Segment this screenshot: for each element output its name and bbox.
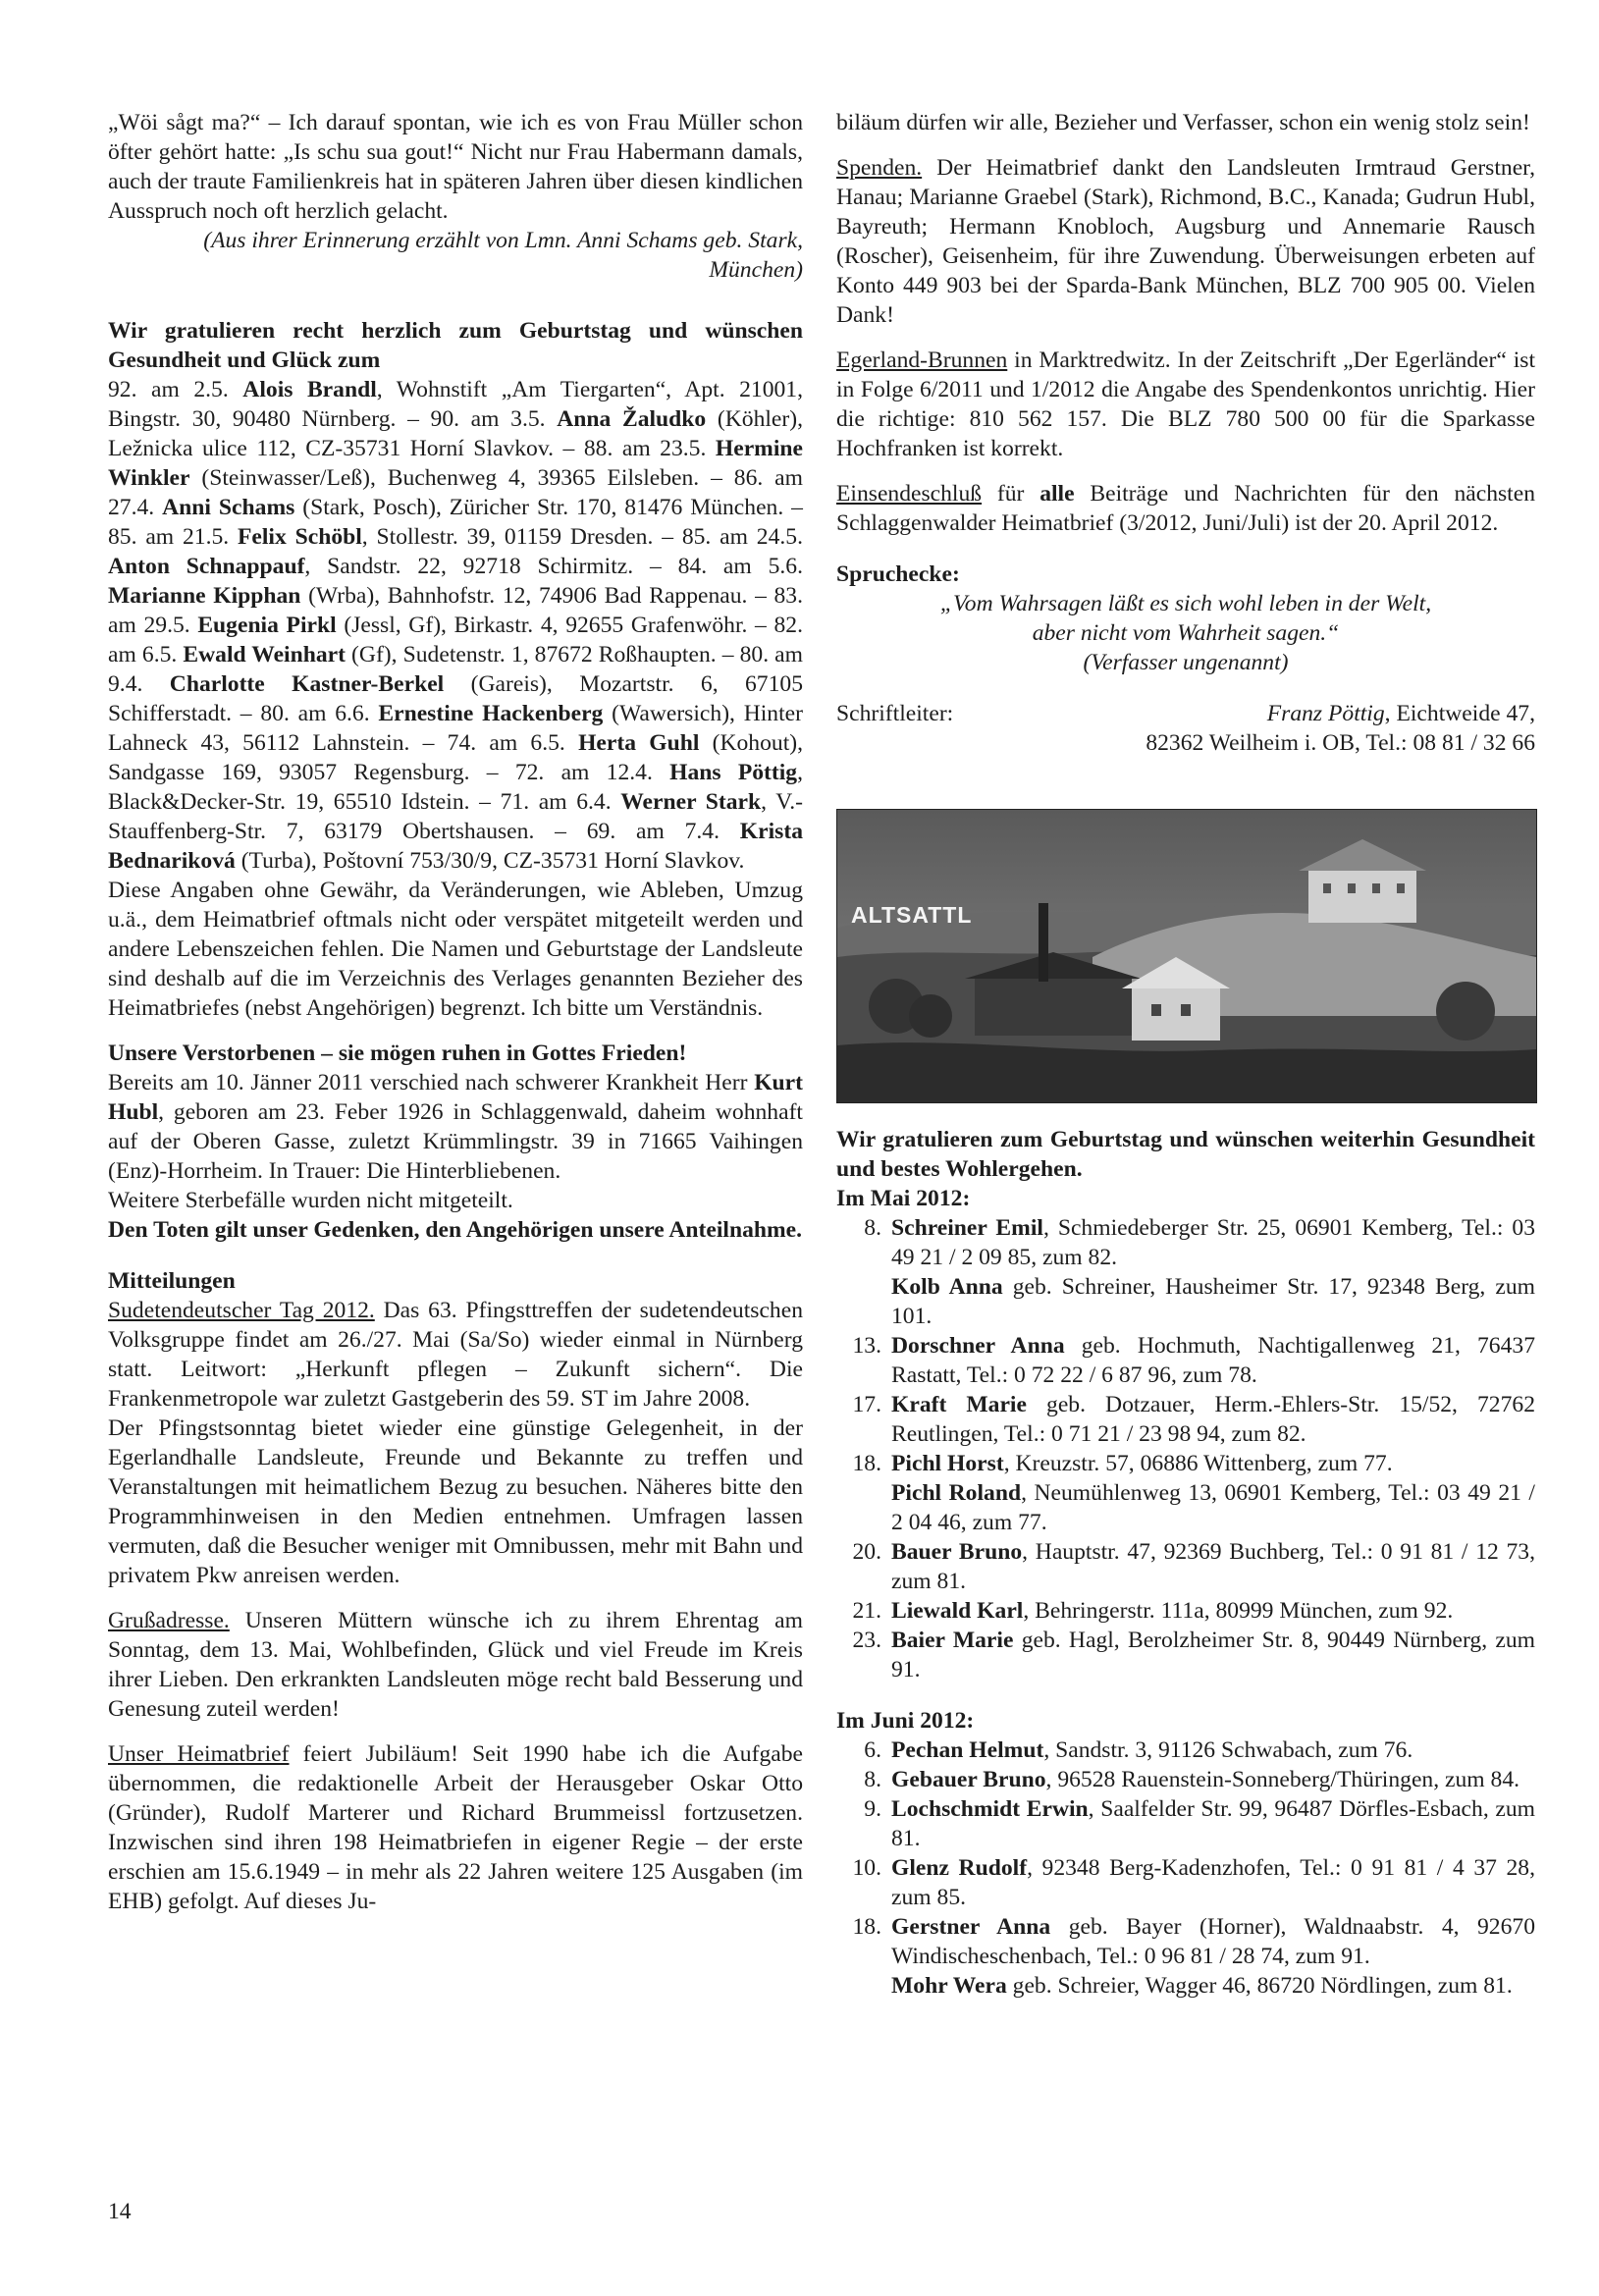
- spruch-line-1: „Vom Wahrsagen läßt es sich wohl leben in der Welt,: [939, 591, 1432, 616]
- birthday-day: 6.: [864, 1737, 881, 1763]
- birthday-name: Lochschmidt Erwin: [891, 1796, 1089, 1822]
- sdt-title: Sudetendeutscher Tag 2012.: [108, 1298, 375, 1323]
- photo-landscape: [837, 810, 1536, 1102]
- deceased-more: Weitere Sterbefälle wurden nicht mitgeteilt.: [108, 1188, 513, 1213]
- deceased-heading: Unsere Verstorbenen – sie mögen ruhen in Gottes Frieden!: [108, 1041, 687, 1066]
- birthday-name: Bauer Bruno: [891, 1539, 1023, 1565]
- spruch-line-2: aber nicht vom Wahrheit sagen.“: [1032, 620, 1340, 646]
- birthday-entry-name: Ernestine Hackenberg: [378, 701, 604, 726]
- birthday-day: 13.: [852, 1333, 881, 1359]
- birthday-entry-pre: 71. am 6.4.: [500, 789, 621, 815]
- birthday-entry-name: Eugenia Pirkl: [197, 613, 337, 638]
- egerland-text: in Marktredwitz. In der Zeitschrift „Der Egerländer“ ist in Folge 6/2011 und 1/2012 die Angabe des Spendenkontos unrichtig. Hier die richtige: 810 562 157. Die BLZ 780 500 00 für die Sparkasse Hochfranken ist korrekt.: [836, 347, 1535, 461]
- mai-heading: Im Mai 2012:: [836, 1186, 971, 1211]
- juni-heading: Im Juni 2012:: [836, 1708, 975, 1734]
- birthday-details: [891, 1537, 1535, 1596]
- birthday-day: 18.: [852, 1451, 881, 1476]
- photo-label: ALTSATTL: [851, 902, 973, 928]
- disclaimer-paragraph: Diese Angaben ohne Gewähr, da Veränderungen, wie Ableben, Umzug u.ä., dem Heimatbrief oftmals nicht oder verspätet mitgeteilt werden und andere Lebenszeichen fehlen. Die Namen und Geburtstage der Landsleute sind deshalb auf die im Verzeichnis des Verlages genannten Bezieher des Heimatbriefes (nebst Angehörigen) begrenzt. Ich bitte um Verständnis.: [108, 878, 803, 1021]
- birthday-name: Gebauer Bruno: [891, 1767, 1046, 1792]
- birthday-entry-pre: 92. am 2.5.: [108, 377, 243, 402]
- birthday-details: [891, 1390, 1535, 1449]
- birthday-entry-pre: 84. am 5.6.: [677, 554, 803, 579]
- birthday-entry-pre: 80. am 6.6.: [260, 701, 379, 726]
- spruch-heading: Spruchecke:: [836, 561, 960, 587]
- schriftleiter-label: Schriftleiter:: [836, 701, 954, 726]
- birthday-entry-name: Werner Stark: [620, 789, 762, 815]
- birthday-day: 8.: [864, 1215, 881, 1241]
- birthday-day: 17.: [852, 1392, 881, 1417]
- egerland-paragraph: [836, 346, 1535, 463]
- birthday-entry-name: Ewald Weinhart: [183, 642, 346, 667]
- birthday-name: Liewald Karl: [891, 1598, 1024, 1624]
- birthday-row: [836, 1794, 1535, 1853]
- birthday-entry-pre: 88. am 23.5.: [583, 436, 716, 461]
- einsende-text: Beiträge und Nachrichten für den nächsten Schlaggenwalder Heimatbrief (3/2012, Juni/Juli) ist der 20. April 2012.: [836, 481, 1536, 536]
- birthday-text: , Saalfelder Str. 99, 96487 Dörfles-Esbach, zum 81.: [891, 1796, 1535, 1851]
- sdt-text: Das 63. Pfingsttreffen der sudetendeutschen Volksgruppe findet am 26./27. Mai (Sa/So) wieder einmal in Nürnberg statt. Leitwort: „Herkunft pflegen – Zukunft sichern“. Die Frankenmetropole war zuletzt Gastgeberin des 59. ST im Jahre 2008.: [108, 1298, 803, 1412]
- mitteilungen-heading: Mitteilungen: [108, 1268, 236, 1294]
- birthday-entry-post: (Gf), Sudetenstr. 1, 87672 Roßhaupten. –: [345, 642, 740, 667]
- birthday-text: , Behringerstr. 111a, 80999 München, zum 92.: [1023, 1598, 1454, 1624]
- birthday-day: [836, 1478, 891, 1537]
- birthday-text: , Schmiedeberger Str. 25, 06901 Kemberg, Tel.: 03 49 21 / 2 09 85, zum 82.: [891, 1215, 1536, 1270]
- birthday-details: [891, 1794, 1535, 1853]
- birthday-row: [836, 1478, 1535, 1537]
- birthday-entry-post: (Wrba), Bahnhofstr. 12, 74906 Bad Rappenau. –: [300, 583, 774, 609]
- birthday-day: 10.: [852, 1855, 881, 1881]
- birthday-text: geb. Schreiner, Hausheimer Str. 17, 92348 Berg, zum 101.: [891, 1274, 1535, 1329]
- birthday-entry-pre: 85. am 21.5.: [108, 524, 238, 550]
- birthday-entry-post: (Turba), Poštovní 753/30/9, CZ-35731 Horní Slavkov.: [235, 848, 745, 874]
- birthday-text: , Sandstr. 3, 91126 Schwabach, zum 76.: [1043, 1737, 1413, 1763]
- birthday-entry-name: Herta Guhl: [578, 730, 700, 756]
- einsende-title: Einsendeschluß: [836, 481, 983, 507]
- mai-birthday-table: [836, 1213, 1535, 1684]
- birthday-entry-name: Hans Pöttig: [669, 760, 798, 785]
- page-number: 14: [108, 2199, 132, 2224]
- birthday-row: [836, 1735, 1535, 1765]
- altsattl-photo: [836, 809, 1537, 1103]
- birthday-row: [836, 1912, 1535, 1971]
- birthday-name: Mohr Wera: [891, 1973, 1007, 1999]
- intro-credit: (Aus ihrer Erinnerung erzählt von Lmn. Anni Schams geb. Stark, München): [203, 228, 803, 283]
- birthday-entry-name: Anni Schams: [162, 495, 295, 520]
- birthday-details: [891, 1853, 1535, 1912]
- birthday-details: [891, 1912, 1535, 1971]
- birthday-day: 20.: [852, 1539, 881, 1565]
- birthday-name: Pechan Helmut: [891, 1737, 1044, 1763]
- birthday-row: [836, 1626, 1535, 1684]
- spenden-title: Spenden.: [836, 155, 923, 181]
- birthday-row: [836, 1213, 1535, 1272]
- right-column: [836, 108, 1535, 2001]
- birthday-entry-pre: 90. am 3.5.: [430, 406, 558, 432]
- birthday-text: , 96528 Rauenstein-Sonneberg/Thüringen, zum 84.: [1045, 1767, 1520, 1792]
- birthday-entry-post: , Sandstr. 22, 92718 Schirmitz. –: [304, 554, 678, 579]
- birthday-entry-pre: 83. am 29.5.: [108, 583, 803, 638]
- deceased-pre: Bereits am 10. Jänner 2011 verschied nach schwerer Krankheit Herr: [108, 1070, 755, 1095]
- schriftleiter-name: Franz Pöttig: [1266, 701, 1385, 726]
- birthday-details: [891, 1478, 1535, 1537]
- einsende-bold: alle: [1039, 481, 1075, 507]
- schriftleiter-row: [836, 699, 1535, 728]
- birthday-row: [836, 1272, 1535, 1331]
- intro-paragraph: „Wöi sågt ma?“ – Ich darauf spontan, wie ich es von Frau Müller schon öfter gehört hatte: „Is schu sua gout!“ Nicht nur Frau Habermann damals, auch der traute Familienkreis hat in späteren Jahren über diesen kindlichen Ausspruch noch oft herzlich gelacht.: [108, 110, 803, 224]
- einsende-mid: für: [982, 481, 1040, 507]
- gruss-paragraph: [108, 1606, 803, 1724]
- birthday-entry-name: Hermine Winkler: [108, 436, 803, 491]
- birthday-entry-post: (Steinwasser/Leß), Buchenweg 4, 39365 Eilsleben. –: [189, 465, 734, 491]
- birthday-details: [891, 1213, 1535, 1272]
- birthday-entry-name: Felix Schöbl: [237, 524, 362, 550]
- birthday-day: [836, 1272, 891, 1331]
- jubilaeum-continued: biläum dürfen wir alle, Bezieher und Verfasser, schon ein wenig stolz sein!: [836, 110, 1530, 135]
- birthday-row: [836, 1853, 1535, 1912]
- spenden-paragraph: [836, 153, 1535, 330]
- birthday-text: geb. Dotzauer, Herm.-Ehlers-Str. 15/52, 72762 Reutlingen, Tel.: 0 71 21 / 23 98 94, zum 82.: [891, 1392, 1535, 1447]
- birthday-name: Kraft Marie: [891, 1392, 1027, 1417]
- deceased-paragraph: [108, 1068, 803, 1186]
- birthday-entry-pre: 86. am 27.4.: [108, 465, 803, 520]
- birthday-entry-post: (Wawersich), Hinter Lahneck 43, 56112 Lahnstein. –: [108, 701, 803, 756]
- birthday-entry-name: Anna Žaludko: [557, 406, 707, 432]
- birthday-list: [108, 375, 803, 876]
- birthday-day: 9.: [864, 1796, 881, 1822]
- birthday-name: Pichl Roland: [891, 1480, 1022, 1506]
- birthday-entry-post: , Wohnstift „Am Tiergarten“, Apt. 21001, Bingstr. 30, 90480 Nürnberg. –: [108, 377, 804, 432]
- left-column: [108, 108, 803, 1916]
- schriftleiter-addr-1: , Eichtweide 47,: [1384, 701, 1535, 726]
- birthday-text: geb. Hagl, Berolzheimer Str. 8, 90449 Nürnberg, zum 91.: [891, 1628, 1535, 1682]
- birthday-entry-post: (Jessl, Gf), Birkastr. 4, 92655 Grafenwöhr. –: [336, 613, 774, 638]
- birthday-entry-name: Alois Brandl: [242, 377, 377, 402]
- birthday-entry-pre: 80. am 9.4.: [108, 642, 803, 697]
- deceased-close: Den Toten gilt unser Gedenken, den Angehörigen unsere Anteilnahme.: [108, 1217, 803, 1243]
- birthday-text: , Hauptstr. 47, 92369 Buchberg, Tel.: 0 91 81 / 12 73, zum 81.: [891, 1539, 1535, 1594]
- birthday-details: [891, 1596, 1535, 1626]
- egerland-title: Egerland-Brunnen: [836, 347, 1008, 373]
- heimatbrief-title: Unser Heimatbrief: [108, 1741, 290, 1767]
- schriftleiter-addr-2: 82362 Weilheim i. OB, Tel.: 08 81 / 32 66: [1146, 730, 1535, 756]
- birthday-name: Kolb Anna: [891, 1274, 1003, 1300]
- birthday-row: [836, 1331, 1535, 1390]
- birthday-entry-pre: 69. am 7.4.: [586, 819, 740, 844]
- birthday-entry-pre: 74. am 6.5.: [447, 730, 579, 756]
- birthday-row: [836, 1390, 1535, 1449]
- birthday-day: 18.: [852, 1914, 881, 1940]
- heimatbrief-paragraph: [108, 1739, 803, 1916]
- birthday-row: [836, 1971, 1535, 2001]
- birthday-name: Schreiner Emil: [891, 1215, 1043, 1241]
- birthday-entry-name: Anton Schnappauf: [108, 554, 305, 579]
- birthday-text: geb. Bayer (Horner), Waldnaabstr. 4, 92670 Windischeschenbach, Tel.: 0 96 81 / 28 74, zum 91.: [891, 1914, 1535, 1969]
- birthday-name: Glenz Rudolf: [891, 1855, 1028, 1881]
- birthday-day: 23.: [852, 1628, 881, 1653]
- spenden-text: Der Heimatbrief dankt den Landsleuten Irmtraud Gerstner, Hanau; Marianne Graebel (Stark), Richmond, B.C., Kanada; Gudrun Hubl, Bayreuth; Hermann Knobloch, Augsburg und Annemarie Rausch (Roscher), Geisenheim, für ihre Zuwendung. Überweisungen erbeten auf Konto 449 903 bei der Sparda-Bank München, BLZ 700 905 00. Vielen Dank!: [836, 155, 1535, 328]
- birthday-name: Pichl Horst: [891, 1451, 1004, 1476]
- birthday-text: , Neumühlenweg 13, 06901 Kemberg, Tel.: 03 49 21 / 2 04 46, zum 77.: [891, 1480, 1535, 1535]
- birthday-details: [891, 1735, 1535, 1765]
- birthday-row: [836, 1596, 1535, 1626]
- birthday-details: [891, 1765, 1535, 1794]
- birthday-entry-post: , Black&Decker-Str. 19, 65510 Idstein. –: [108, 760, 803, 815]
- birthday-heading: Wir gratulieren recht herzlich zum Geburtstag und wünschen Gesundheit und Glück zum: [108, 318, 803, 373]
- birthday-entry-post: (Köhler), Ležnicka ulice 112, CZ-35731 Horní Slavkov. –: [108, 406, 804, 461]
- birthday-name: Dorschner Anna: [891, 1333, 1065, 1359]
- birthday-row: [836, 1537, 1535, 1596]
- birthday-entry-pre: 82. am 6.5.: [108, 613, 803, 667]
- schriftleiter-line-1: [1267, 699, 1535, 728]
- deceased-name: Kurt Hubl: [108, 1070, 803, 1125]
- birthday-details: [891, 1449, 1535, 1478]
- pfingst-paragraph: Der Pfingstsonntag bietet wieder eine günstige Gelegenheit, in der Egerlandhalle Landsleute, Freunde und Bekannte zu treffen und Veranstaltungen mit heimatlichem Bezug zu besuchen. Näheres bitte den Programmhinweisen in den Medien entnehmen. Umfragen lassen vermuten, daß die Besucher weniger mit Omnibussen, mehr mit Bahn und privatem Pkw anreisen werden.: [108, 1415, 803, 1588]
- birthday-name: Baier Marie: [891, 1628, 1014, 1653]
- birthday-entry-post: , Stollestr. 39, 01159 Dresden. –: [361, 524, 682, 550]
- birthday-entry-post: , V.-Stauffenberg-Str. 7, 63179 Obertshausen. –: [108, 789, 804, 844]
- heimatbrief-text: feiert Jubiläum! Seit 1990 habe ich die Aufgabe übernommen, die redaktionelle Arbeit der Herausgeber Oskar Otto (Gründer), Rudolf Marterer und Richard Brummeissl fortzusetzen. Inzwischen sind ihren 198 Heimatbriefen in eigener Regie – der erste erschien am 15.6.1949 – in mehr als 22 Jahren weitere 125 Ausgaben (im EHB) gefolgt. Auf dieses Ju-: [108, 1741, 803, 1914]
- birthday-row: [836, 1765, 1535, 1794]
- birthday-row: [836, 1449, 1535, 1478]
- birthday-details: [891, 1626, 1535, 1684]
- juni-birthday-table: [836, 1735, 1535, 2001]
- birthday-day: 21.: [852, 1598, 881, 1624]
- deceased-post: , geboren am 23. Feber 1926 in Schlaggenwald, daheim wohnhaft auf der Oberen Gasse, zuletzt Krümmlingstr. 39 in 71665 Vaihingen (Enz)-Horrheim. In Trauer: Die Hinterbliebenen.: [108, 1099, 803, 1184]
- birthday-details: [891, 1272, 1535, 1331]
- birthday-text: , 92348 Berg-Kadenzhofen, Tel.: 0 91 81 / 4 37 28, zum 85.: [891, 1855, 1535, 1910]
- birthday-text: geb. Schreier, Wagger 46, 86720 Nördlingen, zum 81.: [1006, 1973, 1513, 1999]
- birthday-day: 8.: [864, 1767, 881, 1792]
- spruch-author: (Verfasser ungenannt): [1083, 650, 1289, 675]
- birthday-entry-name: Marianne Kipphan: [108, 583, 301, 609]
- birthday-entry-pre: 85. am 24.5.: [681, 524, 803, 550]
- birthday-day: [836, 1971, 891, 2001]
- birthday-entry-post: (Stark, Posch), Züricher Str. 170, 81476 München. –: [294, 495, 803, 520]
- birthday-name: Gerstner Anna: [891, 1914, 1051, 1940]
- birthday-entry-pre: 72. am 12.4.: [514, 760, 670, 785]
- birthday2-heading: Wir gratulieren zum Geburtstag und wünschen weiterhin Gesundheit und bestes Wohlergehen.: [836, 1127, 1535, 1182]
- sdt-paragraph: [108, 1296, 803, 1414]
- birthday-details: [891, 1971, 1535, 2001]
- birthday-entry-post: (Kohout), Sandgasse 169, 93057 Regensburg. –: [108, 730, 804, 785]
- birthday-text: geb. Hochmuth, Nachtigallenweg 21, 76437 Rastatt, Tel.: 0 72 22 / 6 87 96, zum 78.: [891, 1333, 1535, 1388]
- birthday-entry-name: Krista Bednariková: [108, 819, 803, 874]
- birthday-entry-name: Charlotte Kastner-Berkel: [169, 671, 445, 697]
- einsende-paragraph: [836, 479, 1535, 538]
- birthday-entry-post: (Gareis), Mozartstr. 6, 67105 Schifferstadt. –: [108, 671, 803, 726]
- birthday-details: [891, 1331, 1535, 1390]
- birthday-text: , Kreuzstr. 57, 06886 Wittenberg, zum 77.: [1003, 1451, 1393, 1476]
- gruss-title: Grußadresse.: [108, 1608, 230, 1633]
- gruss-text: Unseren Müttern wünsche ich zu ihrem Ehrentag am Sonntag, dem 13. Mai, Wohlbefinden, Glück und viel Freude im Kreis ihrer Lieben. Den erkrankten Landsleuten möge recht bald Besserung und Genesung zuteil werden!: [108, 1608, 803, 1722]
